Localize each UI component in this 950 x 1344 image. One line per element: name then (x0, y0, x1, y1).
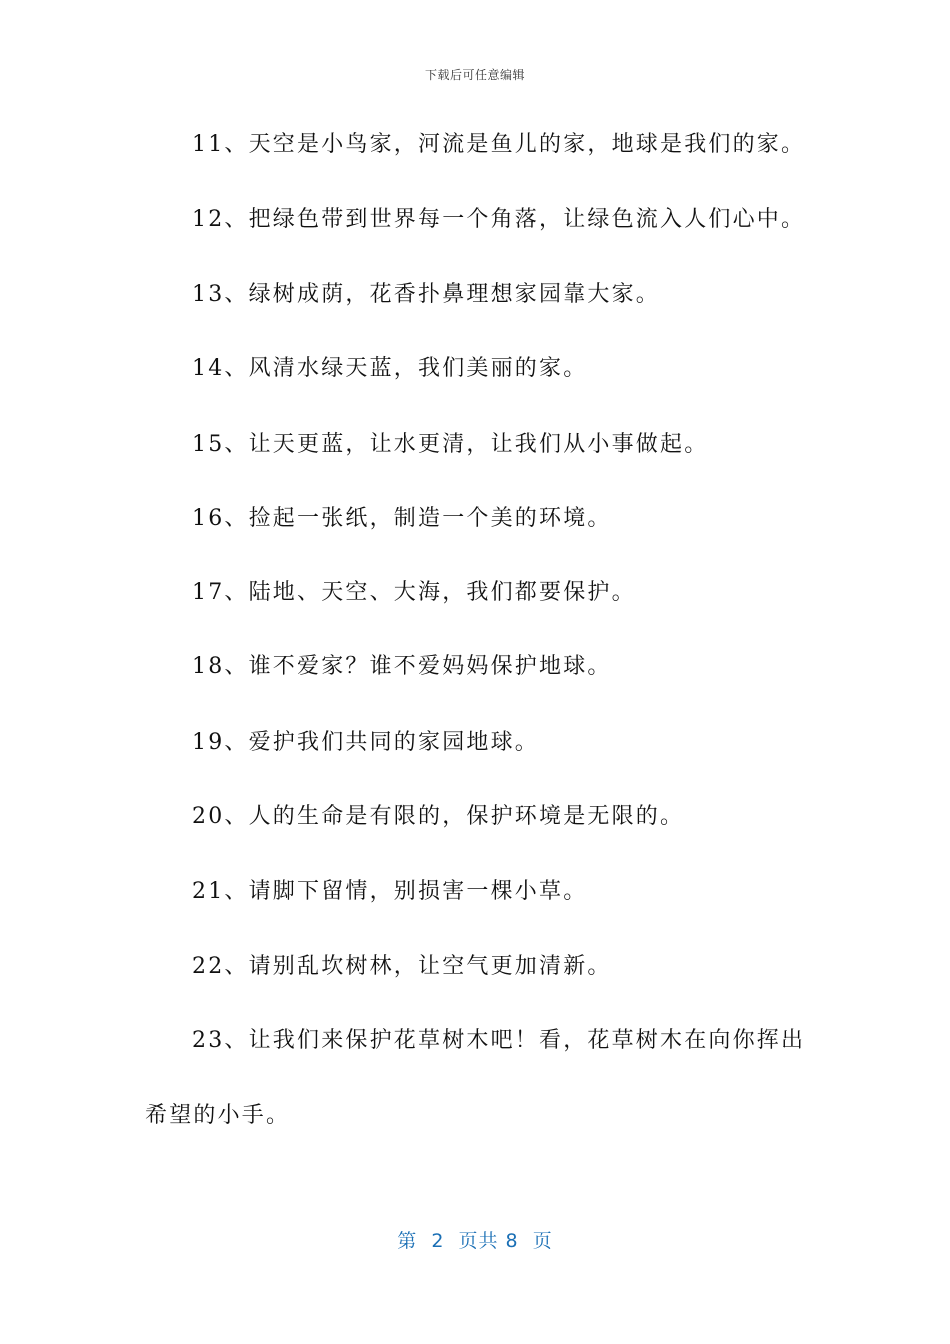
slogan-line: 19、爱护我们共同的家园地球。 (192, 730, 539, 755)
page-number-text: 第 2 页共 8 页 (397, 1230, 553, 1252)
slogan-line-continuation: 希望的小手。 (145, 1103, 291, 1128)
slogan-line: 20、人的生命是有限的，保护环境是无限的。 (192, 804, 685, 829)
slogan-line: 21、请脚下留情，别损害一棵小草。 (192, 879, 588, 904)
slogan-line: 18、谁不爱家？谁不爱妈妈保护地球。 (192, 654, 612, 679)
slogan-line: 17、陆地、天空、大海，我们都要保护。 (192, 580, 636, 605)
slogan-line: 12、把绿色带到世界每一个角落，让绿色流入人们心中。 (192, 207, 806, 232)
slogan-line: 15、让天更蓝，让水更清，让我们从小事做起。 (192, 432, 709, 457)
page-footer (0, 1226, 950, 1253)
slogan-line: 22、请别乱坎树林，让空气更加清新。 (192, 954, 612, 979)
page-header: 下载后可任意编辑 (424, 68, 525, 82)
slogan-line: 16、捡起一张纸，制造一个美的环境。 (192, 506, 612, 531)
slogan-line: 23、让我们来保护花草树木吧！看，花草树木在向你挥出 (192, 1028, 806, 1053)
slogan-line: 13、绿树成荫，花香扑鼻理想家园靠大家。 (192, 282, 660, 307)
slogan-line: 14、风清水绿天蓝，我们美丽的家。 (192, 356, 588, 381)
slogan-line: 11、天空是小鸟家，河流是鱼儿的家，地球是我们的家。 (192, 132, 806, 157)
